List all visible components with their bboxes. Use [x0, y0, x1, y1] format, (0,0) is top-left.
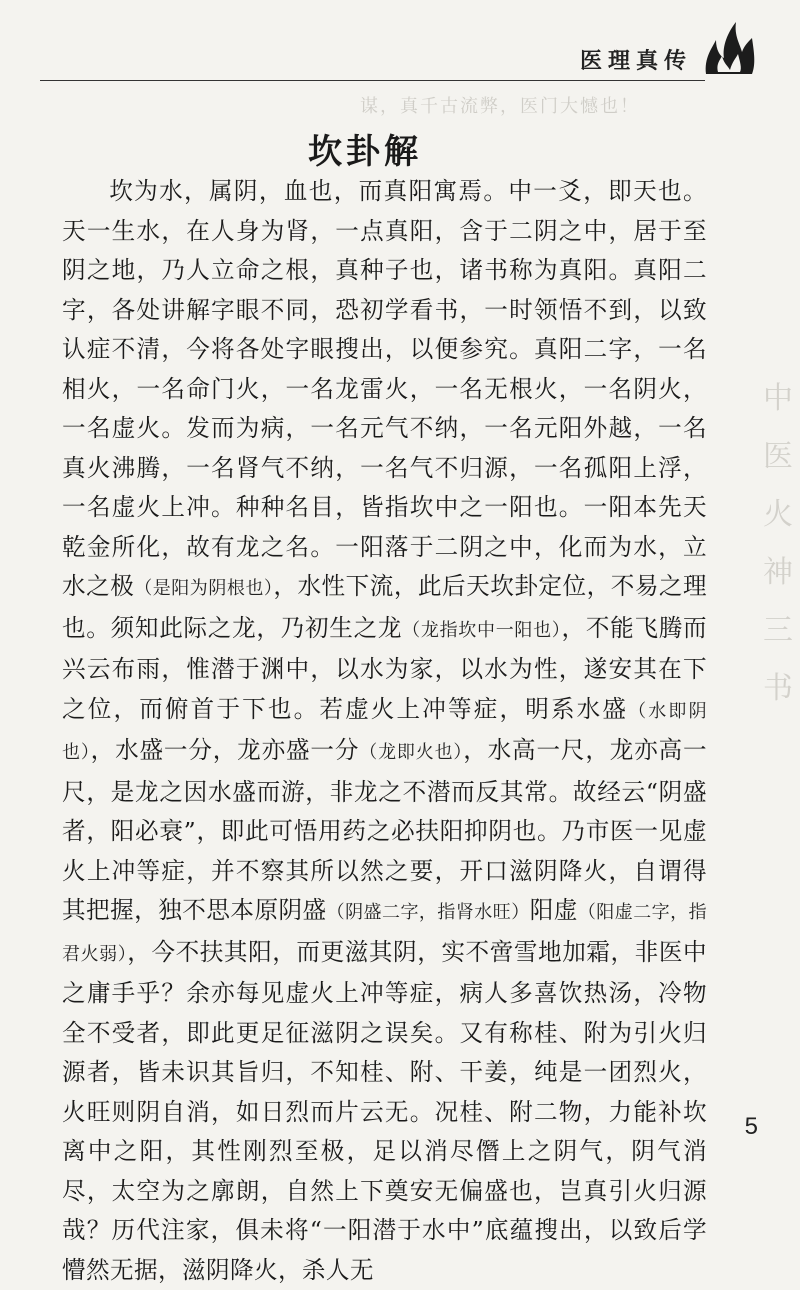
- body-segment: 阳虚: [529, 896, 578, 924]
- page-number: 5: [744, 1113, 758, 1140]
- inline-note: （龙指坎中一阳也）: [402, 619, 562, 641]
- body-segment: ，水盛一分，龙亦盛一分: [90, 736, 360, 764]
- chapter-title: 坎卦解: [308, 132, 422, 172]
- inline-note: （是阳为阴根也）: [134, 578, 274, 599]
- ghost-top-text: 谋，真千古流弊，医门大憾也！: [360, 96, 640, 117]
- body-segment: ，不能飞腾而兴云布雨，惟潜于渊中，以水为家，以水为性，遂安其在下之位，而俯首于下也。若虚火上冲等症，明系水盛: [62, 613, 707, 723]
- inline-note: （龙即火也）: [359, 742, 464, 763]
- inline-note: （阴盛二字，指肾水旺）: [326, 902, 530, 923]
- flame-icon: [702, 18, 758, 78]
- body-segment: ，水高一尺，龙亦高一尺，是龙之因水盛而游，非龙之不潜而反其常。故经云“阴盛者，阳必衰”，即此可悟用药之必扶阳抑阴也。乃市医一见虚火上冲等症，并不察其所以然之要，开口滋阴降火，自谓得其把握，独不思本原阴盛: [62, 736, 707, 924]
- inline-note: （水即阴也）: [62, 700, 707, 763]
- header-rule: [40, 80, 705, 81]
- running-head: 医理真传: [579, 49, 692, 74]
- body-segment: 坎为水，属阴，血也，而真阳寓焉。中一爻，即天也。天一生水，在人身为肾，一点真阳，含于二阴之中，居于至阴之地，乃人立命之根，真种子也，诸书称为真阳。真阳二字，各处讲解字眼不同，恐初学看书，一时领悟不到，以致认症不清，今将各处字眼搜出，以便参究。真阳二字，一名相火，一名命门火，一名龙雷火，一名无根火，一名阴火，一名虚火。发而为病，一名元气不纳，一名元阳外越，一名真火沸腾，一名肾气不纳，一名气不归源，一名孤阳上浮，一名虚火上冲。种种名目，皆指坎中之一阳也。一阳本先天乾金所化，故有龙之名。一阳落于二阴之中，化而为水，立水之极: [62, 177, 707, 600]
- inline-note: （阳虚二字，指君火弱）: [62, 902, 707, 965]
- ghost-side-text: 中医火神三书: [763, 381, 793, 706]
- body-segment: ，今不扶其阳，而更滋其阴，实不啻雪地加霜，非医中之庸手乎？余亦每见虚火上冲等症，病人多喜饮热汤，冷物全不受者，即此更足征滋阴之误矣。又有称桂、附为引火归源者，皆未识其旨归，不知桂、附、干姜，纯是一团烈火，火旺则阴自消，如日烈而片云无。况桂、附二物，力能补坎离中之阳，其性刚烈至极，足以消尽僭上之阴气，阴气消尽，太空为之廓朗，自然上下奠安无偏盛也，岂真引火归源哉？历代注家，俱未将“一阳潜于水中”底蕴搜出，以致后学懵然无据，滋阴降火，杀人无: [62, 937, 707, 1284]
- body-text: [62, 172, 707, 1290]
- body-segment: ，水性下流，此后天坎卦定位，不易之理也。须知此际之龙，乃初生之龙: [62, 572, 708, 642]
